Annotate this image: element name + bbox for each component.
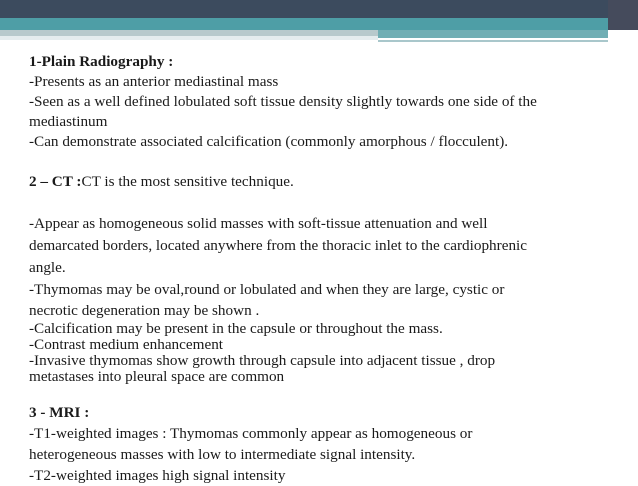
banner-dark-band (0, 0, 638, 18)
body-line: -Thymomas may be oval,round or lobulated and when they are large, cystic or (29, 281, 505, 298)
slide-content (29, 52, 619, 486)
body-line: -T2-weighted images high signal intensity (29, 467, 286, 484)
section-title-mri: 3 - MRI : (29, 404, 90, 421)
body-line: -Calcification may be present in the capsule or throughout the mass. (29, 320, 443, 337)
banner-corner (608, 0, 638, 30)
body-line: -Can demonstrate associated calcification (commonly amorphous / flocculent). (29, 133, 509, 150)
header-banner (0, 0, 638, 44)
section-title-ct-label: 2 – CT : (29, 173, 82, 190)
spacer (29, 385, 619, 403)
section-title-ct-rest: CT is the most sensitive technique. (81, 173, 294, 190)
body-line: heterogeneous masses with low to intermediate signal intensity. (29, 446, 416, 463)
banner-teal-band (0, 18, 608, 30)
body-line: metastases into pleural space are common (29, 368, 285, 385)
body-line: -Invasive thymomas show growth through capsule into adjacent tissue , drop (29, 352, 496, 369)
body-line: mediastinum (29, 113, 108, 130)
body-line: necrotic degeneration may be shown . (29, 302, 260, 319)
spacer (29, 192, 619, 212)
body-line: -Presents as an anterior mediastinal mass (29, 73, 279, 90)
section-title-plain-radiography: 1-Plain Radiography : (29, 53, 174, 70)
body-line: -Seen as a well defined lobulated soft tissue density slightly towards one side of the (29, 93, 537, 110)
banner-stripe (0, 36, 378, 40)
body-line: -T1-weighted images : Thymomas commonly appear as homogeneous or (29, 425, 473, 442)
body-line: -Appear as homogeneous solid masses with soft-tissue attenuation and well (29, 215, 488, 232)
spacer (29, 152, 619, 172)
banner-stripe (378, 40, 608, 42)
body-line: -Contrast medium enhancement (29, 336, 224, 353)
body-line: demarcated borders, located anywhere from the thoracic inlet to the cardiophrenic (29, 237, 528, 254)
body-line: angle. (29, 259, 66, 276)
banner-stripe (378, 30, 608, 38)
section-title-ct (29, 172, 619, 192)
